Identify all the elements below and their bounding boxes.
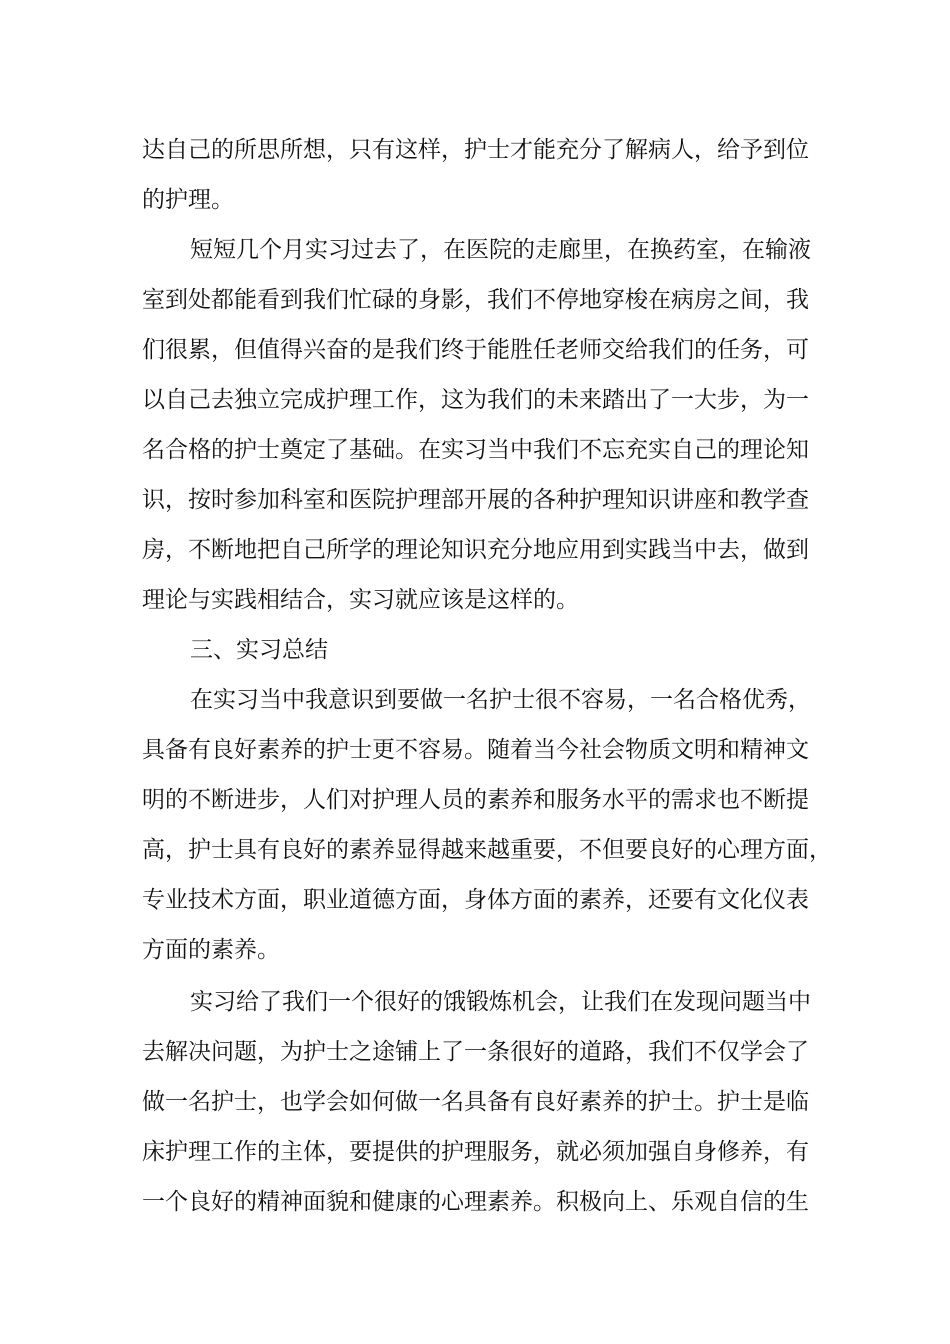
text-line: 高，护士具有良好的素养显得越来越重要，不但要良好的心理方面， [142, 837, 832, 863]
text-line: 专业技术方面，职业道德方面，身体方面的素养，还要有文化仪表 [142, 887, 809, 913]
text-line: 理论与实践相结合，实习就应该是这样的。 [142, 587, 579, 613]
paragraph-first-line: 实习给了我们一个很好的饿锻炼机会，让我们在发现问题当中 [190, 989, 811, 1015]
text-line: 以自己去独立完成护理工作，这为我们的未来踏出了一大步，为一 [142, 387, 809, 413]
section-heading: 三、实习总结 [190, 637, 328, 663]
text-line: 明的不断进步，人们对护理人员的素养和服务水平的需求也不断提 [142, 787, 809, 813]
text-line: 床护理工作的主体，要提供的护理服务，就必须加强自身修养，有 [142, 1139, 809, 1165]
text-line: 们很累，但值得兴奋的是我们终于能胜任老师交给我们的任务，可 [142, 337, 809, 363]
text-line: 方面的素养。 [142, 937, 280, 963]
text-line: 识，按时参加科室和医院护理部开展的各种护理知识讲座和教学查 [142, 487, 809, 513]
paragraph-first-line: 在实习当中我意识到要做一名护士很不容易，一名合格优秀， [190, 687, 811, 713]
text-line: 一个良好的精神面貌和健康的心理素养。积极向上、乐观自信的生 [142, 1189, 809, 1215]
text-line: 的护理。 [142, 187, 234, 213]
text-line: 达自己的所思所想，只有这样，护士才能充分了解病人，给予到位 [142, 137, 809, 163]
text-line: 做一名护士，也学会如何做一名具备有良好素养的护士。护士是临 [142, 1089, 809, 1115]
text-line: 去解决问题，为护士之途铺上了一条很好的道路，我们不仅学会了 [142, 1039, 809, 1065]
paragraph-first-line: 短短几个月实习过去了，在医院的走廊里，在换药室，在输液 [190, 237, 811, 263]
text-line: 名合格的护士奠定了基础。在实习当中我们不忘充实自己的理论知 [142, 437, 809, 463]
text-line: 具备有良好素养的护士更不容易。随着当今社会物质文明和精神文 [142, 737, 809, 763]
text-line: 室到处都能看到我们忙碌的身影，我们不停地穿梭在病房之间，我 [142, 287, 809, 313]
text-line: 房，不断地把自己所学的理论知识充分地应用到实践当中去，做到 [142, 537, 809, 563]
